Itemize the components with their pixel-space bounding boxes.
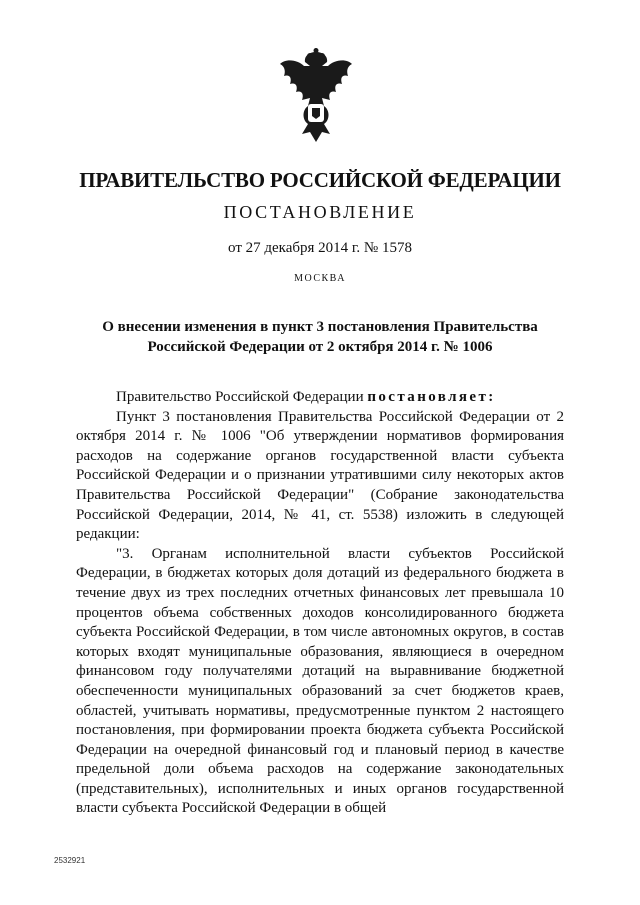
paragraph-2: "3. Органам исполнительной власти субъектов Российской Федерации, в бюджетах которых доля дотаций из федерального бюджета в течение двух из трех последних отчетных финансовых лет превышала 10 процентов объема собственных доходов консолидированного бюджета субъекта Российской Федерации, в том числе автономных округов, в состав которых входят муниципальные образования, являющиеся в очередном финансовом году получателями дотаций на выравнивание бюджетной обеспеченности муниципальных образований за счет бюджетов краев, областей, учитывать нормативы, предусмотренные пунктом 2 настоящего постановления, при формировании проекта бюджета субъекта Российской Федерации на очередной финансовый год и плановый период в качестве предельной доли объема расходов на содержание законодательных (представительных), исполнительных и иных органов государственной власти субъекта Российской Федерации в общей [76,545,564,817]
decree-word: постановляет: [367,389,496,405]
subject-line-1: О внесении изменения в пункт 3 постановления Правительства [102,319,538,335]
government-title: ПРАВИТЕЛЬСТВО РОССИЙСКОЙ ФЕДЕРАЦИИ [79,168,561,192]
document-date-number: от 27 декабря 2014 г. № 1578 [228,240,412,256]
document-subject [80,317,560,357]
city-label: МОСКВА [294,273,346,284]
intro-paragraph [76,388,564,408]
document-body [76,388,564,819]
subject-line-2: Российской Федерации от 2 октября 2014 г. № 1006 [147,339,493,355]
russian-coat-of-arms-icon [272,48,360,148]
document-type: ПОСТАНОВЛЕНИЕ [223,202,417,222]
paragraph-1: Пункт 3 постановления Правительства Российской Федерации от 2 октября 2014 г. № 1006 "Об утверждении нормативов формирования расходов на содержание органов государственной власти субъекта Российской Федерации и о признании утратившими силу некоторых актов Правительства Российской Федерации" (Собрание законодательства Российской Федерации, 2014, № 41, ст. 5538) изложить в следующей редакции: [76,408,564,543]
intro-text: Правительство Российской Федерации [116,389,368,405]
document-code: 2532921 [54,856,86,865]
